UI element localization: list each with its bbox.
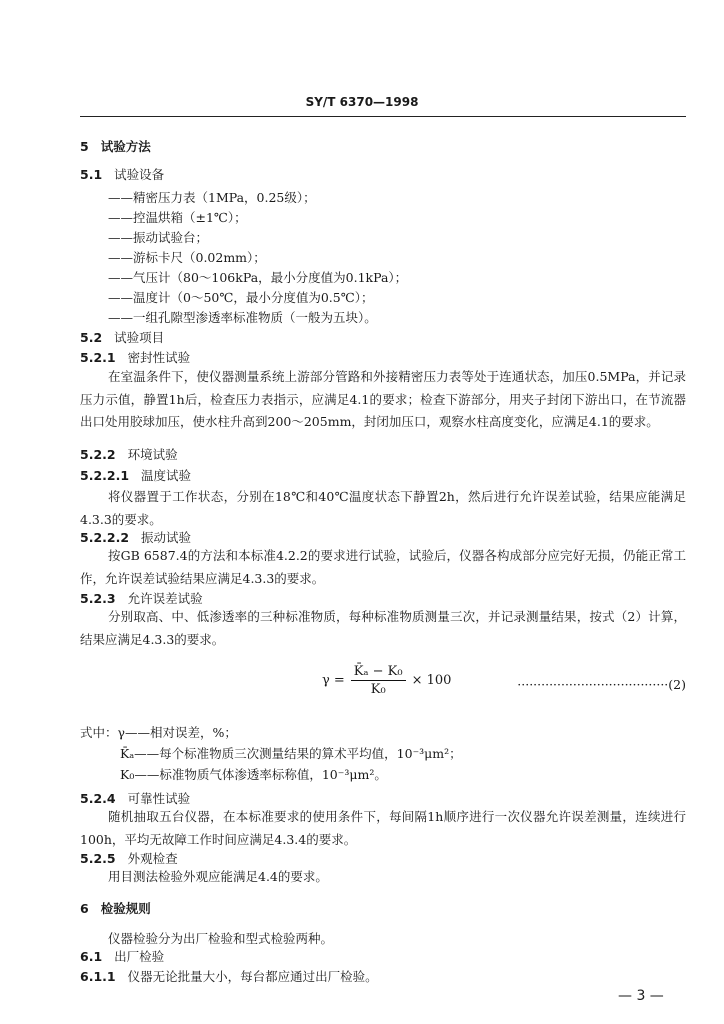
section-number: 6 (80, 901, 89, 916)
where-line-1 (80, 724, 237, 742)
section-number: 5.2.3 (80, 591, 116, 606)
section-number: 5 (80, 139, 89, 154)
header-rule (80, 116, 686, 117)
formula-rhs: × 100 (411, 673, 452, 688)
section-title: 振动试验 (141, 530, 192, 545)
equation-number (496, 677, 686, 692)
where-intro: 式中： (80, 725, 118, 740)
formula-lhs: γ = (322, 673, 345, 688)
formula-2 (322, 664, 451, 697)
section-6-text: 仪器检验分为出厂检验和型式检验两种。 (108, 931, 334, 946)
where-def-ka: K̄ₐ——每个标准物质三次测量结果的算术平均值，10⁻³μm²； (120, 746, 462, 761)
where-def-gamma: γ——相对误差，%； (117, 725, 237, 740)
section-title: 密封性试验 (127, 350, 191, 365)
section-title: 出厂检验 (114, 949, 165, 964)
section-title: 试验项目 (114, 330, 165, 345)
document-header: SY/T 6370—1998 (305, 95, 419, 109)
section-title: 试验设备 (114, 167, 165, 182)
equipment-item: ——游标卡尺（0.02mm）； (108, 250, 266, 265)
section-5-2-2-1-heading (80, 467, 191, 485)
section-5-2-2-1-text: 将仪器置于工作状态，分别在18℃和40℃温度状态下静置2h，然后进行允许误差试验，结果应能满足4.3.3的要求。 (80, 489, 686, 527)
equipment-item: ——一组孔隙型渗透率标准物质（一般为五块）。 (108, 310, 377, 325)
equipment-item: ——控温烘箱（±1℃）； (108, 210, 247, 225)
section-6-heading (80, 900, 151, 918)
equipment-item: ——气压计（80～106kPa，最小分度值为0.1kPa）； (108, 270, 408, 285)
section-number: 5.2.1 (80, 350, 116, 365)
section-6-1-heading (80, 948, 164, 966)
section-5-2-4-text: 随机抽取五台仪器，在本标准要求的使用条件下，每间隔1h顺序进行一次仪器允许误差测量，连续进行100h，平均无故障工作时间应满足4.3.4的要求。 (80, 809, 686, 847)
section-number: 5.2.2 (80, 447, 116, 462)
formula-numerator: K̄ₐ − K₀ (351, 664, 406, 681)
formula-denominator: K₀ (370, 682, 386, 697)
section-title: 环境试验 (127, 447, 178, 462)
section-title: 仪器无论批量大小，每台都应通过出厂检验。 (127, 969, 378, 984)
section-5-2-1-text: 在室温条件下，使仪器测量系统上游部分管路和外接精密压力表等处于连通状态，加压0.5MPa，并记录压力示值，静置1h后，检查压力表指示，应满足4.1的要求；检查下游部分，用夹子封闭下游出口，在节流器出口处用胶球加压，使水柱升高到200～205mm，封闭加压口，观察水柱高度变化，应满足4.1的要求。 (80, 369, 686, 429)
section-5-2-5-text: 用目测法检验外观应能满足4.4的要求。 (108, 869, 328, 884)
section-5-2-2-heading (80, 446, 178, 464)
section-title: 温度试验 (141, 468, 192, 483)
page-number: — 3 — (618, 988, 664, 1004)
section-5-heading (80, 138, 151, 156)
section-title: 试验方法 (100, 139, 151, 154)
equipment-item: ——精密压力表（1MPa，0.25级）； (108, 190, 316, 205)
section-6-1-1-heading (80, 968, 378, 986)
section-number: 5.2.5 (80, 851, 116, 866)
section-number: 5.1 (80, 167, 103, 182)
section-5-2-2-2-text: 按GB 6587.4的方法和本标准4.2.2的要求进行试验，试验后，仪器各构成部分应完好无损，仍能正常工作，允许误差试验结果应满足4.3.3的要求。 (80, 548, 686, 586)
equipment-item: ——振动试验台； (108, 230, 209, 245)
section-number: 6.1.1 (80, 969, 116, 984)
section-number: 5.2 (80, 330, 103, 345)
section-5-2-1-heading (80, 349, 190, 367)
section-5-2-heading (80, 329, 164, 347)
equipment-item: ——温度计（0～50℃，最小分度值为0.5℃）； (108, 290, 374, 305)
section-title: 外观检查 (127, 851, 178, 866)
section-number: 5.2.2.2 (80, 530, 130, 545)
equation-number-label: (2) (668, 677, 686, 692)
section-title: 允许误差试验 (127, 591, 203, 606)
section-number: 5.2.2.1 (80, 468, 130, 483)
section-title: 可靠性试验 (127, 791, 191, 806)
formula-fraction (351, 664, 406, 697)
section-title: 检验规则 (100, 901, 151, 916)
section-number: 5.2.4 (80, 791, 116, 806)
section-number: 6.1 (80, 949, 103, 964)
where-def-k0: K₀——标准物质气体渗透率标称值，10⁻³μm²。 (120, 767, 387, 782)
equation-leader-dots: ······································ (517, 677, 669, 692)
section-5-1-heading (80, 166, 164, 184)
section-5-2-3-text: 分别取高、中、低渗透率的三种标准物质，每种标准物质测量三次，并记录测量结果，按式（2）计算，结果应满足4.3.3的要求。 (80, 609, 686, 647)
